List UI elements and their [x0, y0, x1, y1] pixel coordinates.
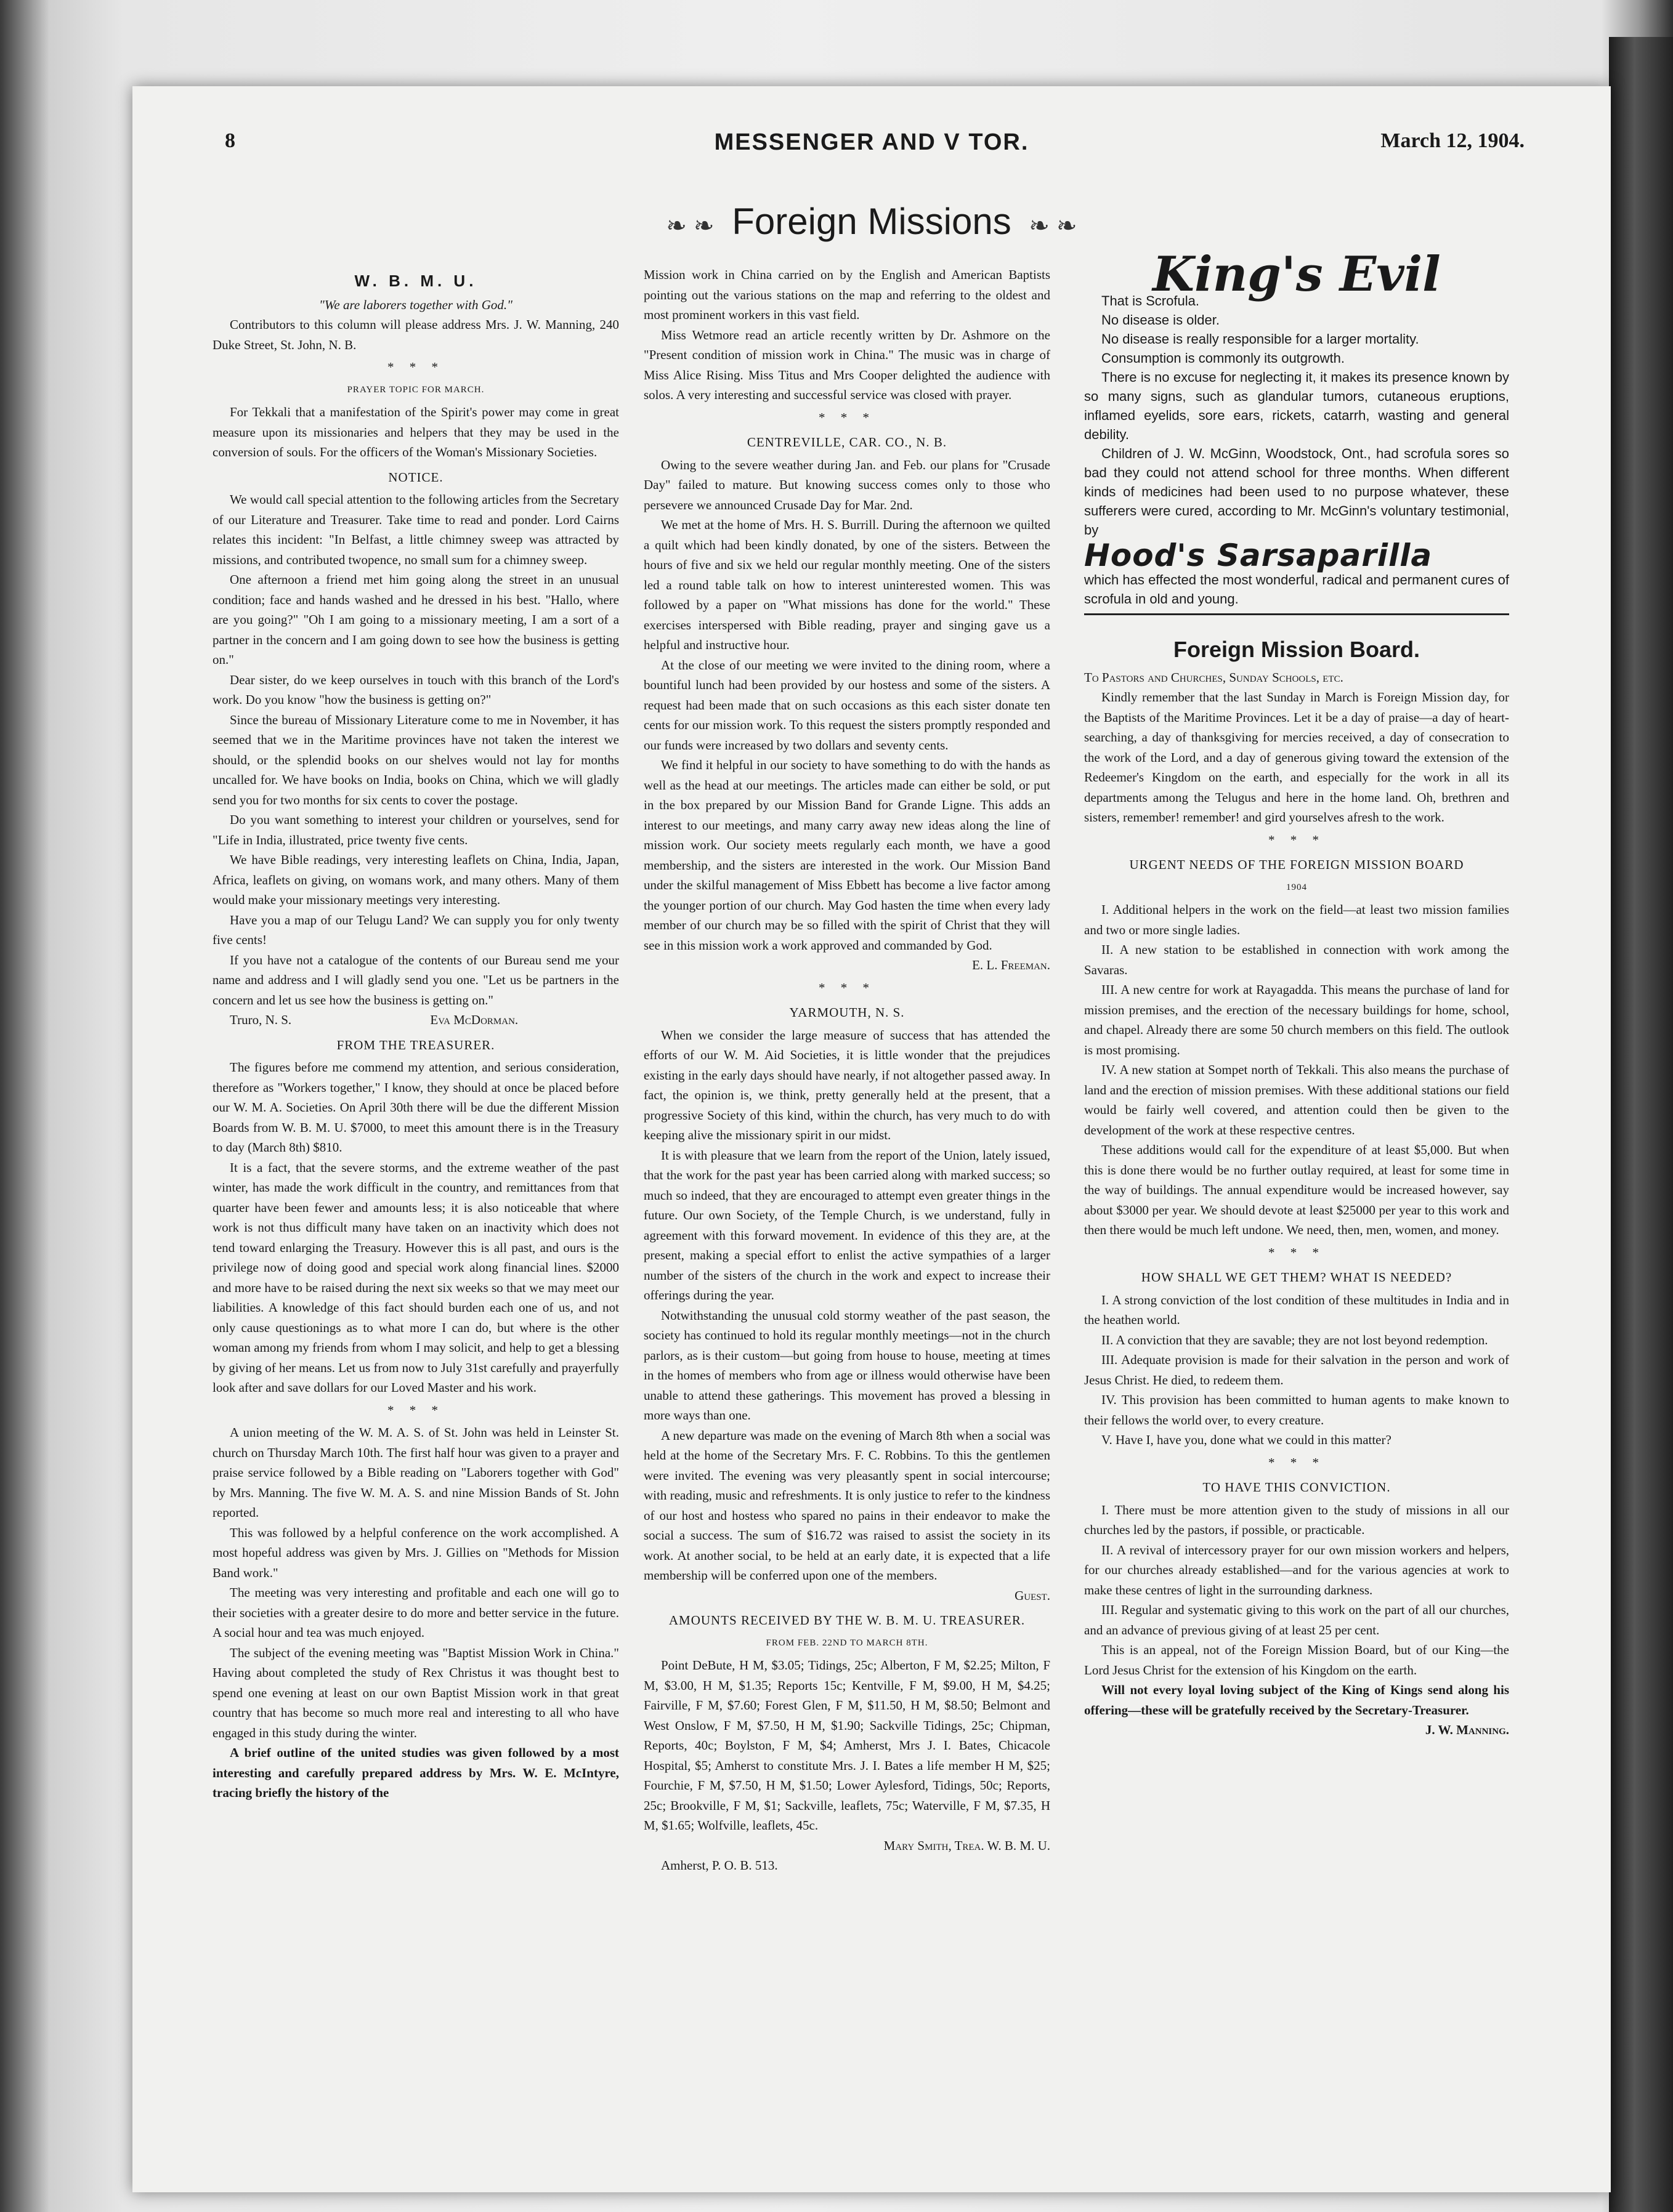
separator-stars: * * *	[387, 360, 444, 374]
amounts-heading: AMOUNTS RECEIVED BY THE W. B. M. U. TREASURER.	[668, 1613, 1026, 1628]
paragraph: Kindly remember that the last Sunday in March is Foreign Mission day, for the Baptists of the Maritime Provinces. Let it be a day of praise—a day of heart-searching, a day of thanksgiving for mercies received, a day of consecration to the work of the Lord, and a day of generous giving toward the extension of the Redeemer's Kingdom on the earth, and especially for the work in all its departments among the Telugus and here in the home land. Oh, brethren and sisters, remember! remember! and gird yourselves afresh to the work.	[1084, 690, 1509, 825]
prayer-topic-heading: PRAYER TOPIC FOR MARCH.	[347, 384, 485, 395]
conviction-heading: TO HAVE THIS CONVICTION.	[1202, 1480, 1391, 1495]
paragraph: This is an appeal, not of the Foreign Mission Board, but of our King—the Lord Jesus Christ for the extension of his Kingdom on the earth.	[1084, 1642, 1509, 1677]
paragraph: At the close of our meeting we were invited to the dining room, where a bountiful lunch had been provided by our hostess and some of the sisters. A request had been made that on such occasions as this each sister donate ten cents for our mission work. To this request the sisters promptly responded and our funds were increased by two dollars and seventy cents.	[644, 657, 1050, 753]
paragraph: I. There must be more attention given to the study of missions in all our churches led by the pastors, if possible, or practicable.	[1084, 1502, 1509, 1537]
advertisement	[1084, 246, 1509, 615]
paragraph: III. Adequate provision is made for their salvation in the person and work of Jesus Christ. He died, to redeem them.	[1084, 1352, 1509, 1387]
column-2	[644, 265, 1050, 1876]
page-number: 8	[225, 129, 235, 152]
contrib-note: Contributors to this column will please address Mrs. J. W. Manning, 240 Duke Street, St. John, N. B.	[213, 317, 619, 352]
column-1	[213, 265, 619, 1803]
paragraph: Since the bureau of Missionary Literature come to me in November, it has seemed that we in the Maritime provinces have not taken the interest we should, or the splendid books on our shelves would not lay for months uncalled for. We have books on India, books on China, which we will gladly send you for two months for six cents to cover the postage.	[213, 712, 619, 807]
column-3	[1084, 246, 1509, 1740]
section-title	[132, 200, 1611, 243]
paragraph: Do you want something to interest your children or yourselves, send for "Life in India, illustrated, price twenty five cents.	[213, 812, 619, 847]
signature: E. L. Freeman.	[972, 958, 1050, 972]
paragraph: This was followed by a helpful conference on the work accomplished. A most hopeful address was given by Mrs. J. Gillies on "Methods for Mission Band work."	[213, 1525, 619, 1580]
ad-line: No disease is really responsible for a larger mortality.	[1101, 331, 1419, 347]
paragraph: We find it helpful in our society to have something to do with the hands as well as the head at our meetings. The articles made can either be sold, or put in the box prepared by our Mission Band for Grande Ligne. This adds an interest to our meetings, and many carry away new ideas along the line of mission work. Our society meets regularly each month, we have a good membership, and the sisters are interested in the work. Our Mission Band under the skilful management of Miss Ebbett has become a live factor among the younger portion of our church. May God hasten the time when every lady member of our church may be so filled with the spirit of Christ that they will see in this mission work a work approved and commanded by God.	[644, 757, 1050, 953]
signature: J. W. Manning.	[1425, 1722, 1509, 1737]
paragraph: Mission work in China carried on by the English and American Baptists pointing out the various stations on the map and referring to the oldest and most prominent workers in this vast field.	[644, 267, 1050, 322]
wbmu-heading: W. B. M. U.	[354, 272, 477, 290]
paragraph: IV. A new station at Sompet north of Tekkali. This also means the purchase of land and the erection of mission premises. With these additional stations our field would be fairly well covered, and attention could then be given to the development of the work at these respective centres.	[1084, 1062, 1509, 1137]
separator-stars: * * *	[387, 1402, 444, 1418]
fmb-subheading: To Pastors and Churches, Sunday Schools, etc.	[1084, 669, 1343, 685]
paragraph: We have Bible readings, very interesting leaflets on China, India, Japan, Africa, leaflets on giving, on womans work, and many others. Many of them would make your missionary meetings very interesting.	[213, 852, 619, 907]
ad-brand: Hood's Sarsaparilla	[1084, 537, 1433, 573]
separator-stars: * * *	[819, 980, 875, 995]
ad-line: which has effected the most wonderful, radical and permanent cures of scrofula in old and young.	[1084, 572, 1509, 607]
paragraph: II. A conviction that they are savable; they are not lost beyond redemption.	[1101, 1332, 1488, 1347]
paragraph: If you have not a catalogue of the contents of our Bureau send me your name and address and I will gladly send you one. "Let us be partners in the concern and let us see how the business is getting on."	[213, 952, 619, 1007]
paragraph: Notwithstanding the unusual cold stormy weather of the past season, the society has continued to hold its regular monthly meetings—not in the church parlors, as is their custom—but going from house to house, meeting at times in the homes of members who from age or illness would otherwise have been unable to attend these gatherings. This movement has proved a blessing in more ways than one.	[644, 1307, 1050, 1423]
yarmouth-heading: YARMOUTH, N. S.	[789, 1005, 905, 1020]
paragraph: The subject of the evening meeting was "Baptist Mission Work in China." Having about completed the study of Rex Christus it was thought best to spend one evening at least on our own Baptist Mission work in that great country that has become so much more real and interesting to all who have engaged in this study during the winter.	[213, 1645, 619, 1740]
newspaper-page	[132, 86, 1611, 2192]
ad-line: Children of J. W. McGinn, Woodstock, Ont., had scrofula sores so bad they could not attend school for three months. When different kinds of medicines had been used to no purpose whatever, these sufferers were cured, according to Mr. McGinn's voluntary testimonial, by	[1084, 445, 1509, 538]
wbmu-motto: "We are laborers together with God."	[319, 297, 512, 312]
separator-stars: * * *	[1268, 1455, 1325, 1470]
address-line: Amherst, P. O. B. 513.	[661, 1858, 778, 1873]
ad-line: There is no excuse for neglecting it, it makes its presence known by so many signs, such as glandular tumors, cutaneous eruptions, inflamed eyelids, sore ears, rickets, catarrh, wasting and general debility.	[1084, 369, 1509, 442]
section-title-text: Foreign Missions	[732, 201, 1011, 242]
page-header	[132, 129, 1611, 166]
paragraph: III. Regular and systematic giving to this work on the part of all our churches, and an advance of previous giving of at least 25 per cent.	[1084, 1602, 1509, 1637]
paragraph: Dear sister, do we keep ourselves in touch with this branch of the Lord's work. Do you know "how the business is getting on?"	[213, 672, 619, 707]
centreville-heading: CENTREVILLE, CAR. CO., N. B.	[747, 435, 947, 450]
paragraph: A union meeting of the W. M. A. S. of St. John was held in Leinster St. church on Thursday March 10th. The first half hour was given to a prayer and praise service followed by a Bible reading on "Laborers together with God" by Mrs. Manning. The five W. M. A. S. and nine Mission Bands of St. John reported.	[213, 1425, 619, 1520]
paragraph: A new departure was made on the evening of March 8th when a social was held at the home of the Secretary Mrs. F. C. Robbins. To this the gentlemen were invited. The evening was very pleasantly spent in social intercourse; with reading, music and refreshments. It is only justice to refer to the kindness of our host and hostess who spared no pains in their endeavor to make the social a success. The sum of $16.72 was raised to assist the society in its work. At another social, to be held at an early date, it is expected that a life membership will be conferred upon one of the members.	[644, 1427, 1050, 1583]
paragraph: We would call special attention to the following articles from the Secretary of our Literature and Treasurer. Take time to read and ponder. Lord Cairns relates this incident: "In Belfast, a little chimney sweep was attracted by missions, and contributed twopence, no small sum for a chimney sweep.	[213, 492, 619, 567]
separator-stars: * * *	[1268, 832, 1325, 847]
notice-heading: NOTICE.	[388, 469, 444, 485]
ornament-icon: ❧ ❧	[1029, 212, 1077, 240]
paragraph: Have you a map of our Telugu Land? We can supply you for only twenty five cents!	[213, 912, 619, 947]
paragraph: V. Have I, have you, done what we could in this matter?	[1101, 1432, 1391, 1447]
separator-stars: * * *	[1268, 1245, 1325, 1260]
signature: Guest.	[1015, 1588, 1050, 1603]
paragraph: II. A revival of intercessory prayer for our own mission workers and helpers, for our churches already established—and for the various agencies at work to make these centres of light in the surrounding darkness.	[1084, 1542, 1509, 1597]
paragraph: The meeting was very interesting and profitable and each one will go to their societies with a greater desire to do more and better service in the future. A social hour and tea was much enjoyed.	[213, 1585, 619, 1640]
paragraph: Will not every loyal loving subject of the King of Kings send along his offering—these will be gratefully received by the Secretary-Treasurer.	[1084, 1682, 1509, 1718]
urgent-year: 1904	[1286, 882, 1307, 892]
paragraph: I. Additional helpers in the work on the field—at least two mission families and two or more single ladies.	[1084, 902, 1509, 937]
ad-title: King's Evil	[1152, 246, 1441, 302]
paragraph: Owing to the severe weather during Jan. and Feb. our plans for "Crusade Day" failed to mature. But knowing success comes only to those who persevere we announced Crusade Day for Mar. 2nd.	[644, 457, 1050, 512]
ad-line: Consumption is commonly its outgrowth.	[1101, 350, 1345, 366]
issue-date: March 12, 1904.	[1380, 129, 1525, 152]
amounts-dates: FROM FEB. 22ND TO MARCH 8TH.	[766, 1637, 928, 1648]
signature-name: Eva McDorman.	[430, 1012, 519, 1027]
paragraph: IV. This provision has been committed to human agents to make known to their fellows the world over, to every creature.	[1084, 1392, 1509, 1427]
paragraph: We met at the home of Mrs. H. S. Burrill. During the afternoon we quilted a quilt which had been kindly donated, by one of the sisters. Between the hours of five and six we held our regular monthly meeting. One of the sisters led a round table talk on how to interest uninterested women. This was followed by a paper on "What missions has done for the world." These exercises interspersed with Bible reading, prayer and singing gave us a helpful and instructive hour.	[644, 517, 1050, 652]
paragraph: I. A strong conviction of the lost condition of these multitudes in India and in the heathen world.	[1084, 1292, 1509, 1327]
ad-line: That is Scrofula.	[1101, 293, 1199, 309]
ornament-icon: ❧ ❧	[666, 212, 715, 240]
paragraph: It is a fact, that the severe storms, and the extreme weather of the past winter, has made the work difficult in the country, and remittances from that quarter have been fewer and amounts less; it is also noticeable that where work is not thus difficult many have taken on an inactivity which does not tend toward enlarging the Treasury. However this is all past, and ours is the privilege now of doing good and special work along financial lines. $2000 and more have to be raised during the next six weeks so that we may meet our liabilities. A knowledge of this fact should burden each one of us, and not only cause questionings as to what more I can do, but where is the other woman among my friends from whom I may solicit, and help to get a blessing by giving of her means. Let us from now to July 31st carefully and prayerfully look after and save dollars for our Loved Master and his work.	[213, 1160, 619, 1395]
binding-edge	[1609, 37, 1673, 2212]
paragraph: II. A new station to be established in connection with work among the Savaras.	[1084, 942, 1509, 977]
paragraph: These additions would call for the expenditure of at least $5,000. But when this is done there would be no further outlay required, at least for some time in the way of buildings. The annual expenditure would be increased however, say about $3000 per year. We should devote at least $25000 per year to this work and then there would be much left undone. We need, then, men, women, and money.	[1084, 1142, 1509, 1237]
paragraph: When we consider the large measure of success that has attended the efforts of our W. M. Aid Societies, it is little wonder that the prejudices existing in the early days should have nearly, if not altogether passed away. In fact, the opinion is, we think, pretty generally held at the present, that a progressive Society of this kind, within the church, has very much to do with keeping alive the missionary spirit in our midst.	[644, 1027, 1050, 1142]
paragraph: It is with pleasure that we learn from the report of the Union, lately issued, that the work for the past year has been carried along with marked success; so much so indeed, that they are encouraged to attempt even greater things in the future. Our own Society, of the Temple Church, is we understand, fully in agreement with this forward movement. In evidence of this they are, at the present, making a special effort to enlist the active sympathies of a larger number of the sisters of the church in the work and expect to increase their offerings during the year.	[644, 1147, 1050, 1302]
fmb-heading: Foreign Mission Board.	[1173, 637, 1420, 662]
masthead: MESSENGER AND V TOR.	[714, 129, 1029, 155]
urgent-heading: URGENT NEEDS OF THE FOREIGN MISSION BOARD	[1129, 857, 1464, 872]
paragraph: Miss Wetmore read an article recently written by Dr. Ashmore on the "Present condition of mission work in China." The music was in charge of Miss Alice Rising. Miss Titus and Mrs Cooper delighted the audience with solos. A very interesting and successful service was closed with prayer.	[644, 327, 1050, 402]
signature-place: Truro, N. S.	[230, 1012, 292, 1027]
ad-line: No disease is older.	[1101, 312, 1220, 328]
prayer-topic: For Tekkali that a manifestation of the Spirit's power may come in great measure upon its missionaries and helpers that they may be used in the conversion of souls. For the officers of the Woman's Missionary Societies.	[213, 405, 619, 459]
amounts-list: Point DeBute, H M, $3.05; Tidings, 25c; Alberton, F M, $2.25; Milton, F M, $3.00, H M, $1.35; Reports 15c; Kentville, F M, $9.00, H M, $4.25; Fairville, F M, $7.60; Forest Glen, F M, $11.50, H M, $8.50; Belmont and West Onslow, F M, $7.50, H M, $1.90; Sackville Tidings, 25c; Chipman, Reports, 40c; Boylston, F M, $4; Amherst, Mrs J. I. Bates, Chicacole Hospital, $5; Amherst to constitute Mrs. J. I. Bates a life member H M, $25; Fourchie, F M, $7.50, H M, $1.50; Lower Aylesford, Tidings, 50c; Reports, 25c; Brookville, F M, $1; Sackville, leaflets, 75c; Waterville, F M, $7.35, H M, $1.65; Wolfville, leaflets, 45c.	[644, 1658, 1050, 1833]
treasurer-heading: FROM THE TREASURER.	[336, 1037, 495, 1052]
paragraph: A brief outline of the united studies was given followed by a most interesting and carefully prepared address by Mrs. W. E. McIntyre, tracing briefly the history of the	[213, 1745, 619, 1800]
paragraph: III. A new centre for work at Rayagadda. This means the purchase of land for mission premises, and the erection of the necessary buildings for home, school, and chapel. Already there are some 50 church members on this field. The outlook is most promising.	[1084, 982, 1509, 1057]
separator-stars: * * *	[819, 410, 875, 425]
signature-line	[213, 1010, 619, 1030]
how-heading: HOW SHALL WE GET THEM? WHAT IS NEEDED?	[1141, 1270, 1452, 1285]
paragraph: One afternoon a friend met him going along the street in an unusual condition; face and hands washed and he dressed in his best. "Hallo, where are you going?" "Oh I am going to a missionary meeting, I am a sort of a partner in the concern and I am going down to see how the business is getting on."	[213, 572, 619, 667]
paragraph: The figures before me commend my attention, and serious consideration, therefore as "Workers together," I know, they should at once be placed before our W. M. A. Societies. On April 30th there will be due the different Mission Boards from W. B. M. U. $7000, to meet this amount there is in the Treasury to day (March 8th) $810.	[213, 1060, 619, 1155]
signature: Mary Smith, Trea. W. B. M. U.	[883, 1838, 1050, 1853]
